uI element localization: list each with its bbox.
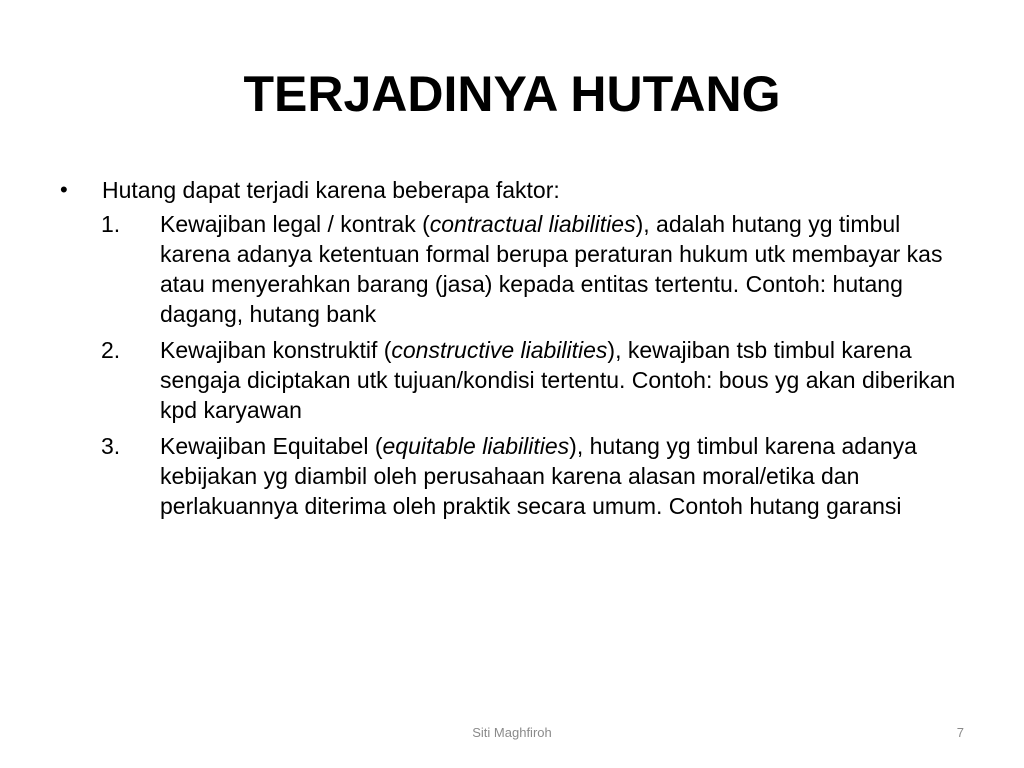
list-item-term: equitable liabilities	[382, 433, 570, 459]
list-number: 1.	[101, 211, 121, 237]
list-item-text-start: Kewajiban legal / kontrak (	[160, 211, 430, 237]
list-item-text	[160, 431, 965, 521]
list-item-text-end: ), adalah hutang yg timbul karena adanya ketentuan formal berupa peraturan hukum utk membayar kas atau menyerahkan barang (jasa) kepada entitas tertentu. Contoh: hutang dagang, hutang bank	[160, 211, 943, 327]
list-item-text-start: Kewajiban konstruktif (	[160, 337, 392, 363]
list-item-3	[101, 431, 980, 521]
bullet-text: Hutang dapat terjadi karena beberapa faktor:	[102, 177, 560, 203]
list-item-text-start: Kewajiban Equitabel (	[160, 433, 383, 459]
list-item-text	[160, 209, 965, 329]
list-item-term: constructive liabilities	[391, 337, 608, 363]
numbered-list	[60, 209, 980, 521]
slide-content	[60, 175, 980, 527]
footer-author: Siti Maghfiroh	[472, 725, 552, 740]
list-number: 2.	[101, 337, 121, 363]
list-number: 3.	[101, 433, 121, 459]
list-item-term: contractual liabilities	[429, 211, 636, 237]
list-item-1	[101, 209, 980, 329]
list-item-2	[101, 335, 980, 425]
slide-title: TERJADINYA HUTANG	[243, 66, 781, 122]
slide-number: 7	[956, 725, 964, 740]
list-item-text-end: ), hutang yg timbul karena adanya kebijakan yg diambil oleh perusahaan karena alasan moral/etika dan perlakuannya diterima oleh praktik secara umum. Contoh hutang garansi	[160, 433, 917, 519]
list-item-text-end: ), kewajiban tsb timbul karena sengaja diciptakan utk tujuan/kondisi tertentu. Contoh: bous yg akan diberikan kpd karyawan	[160, 337, 956, 423]
list-item-text	[160, 335, 965, 425]
bullet-icon: •	[60, 177, 68, 202]
bullet-item	[60, 175, 980, 205]
